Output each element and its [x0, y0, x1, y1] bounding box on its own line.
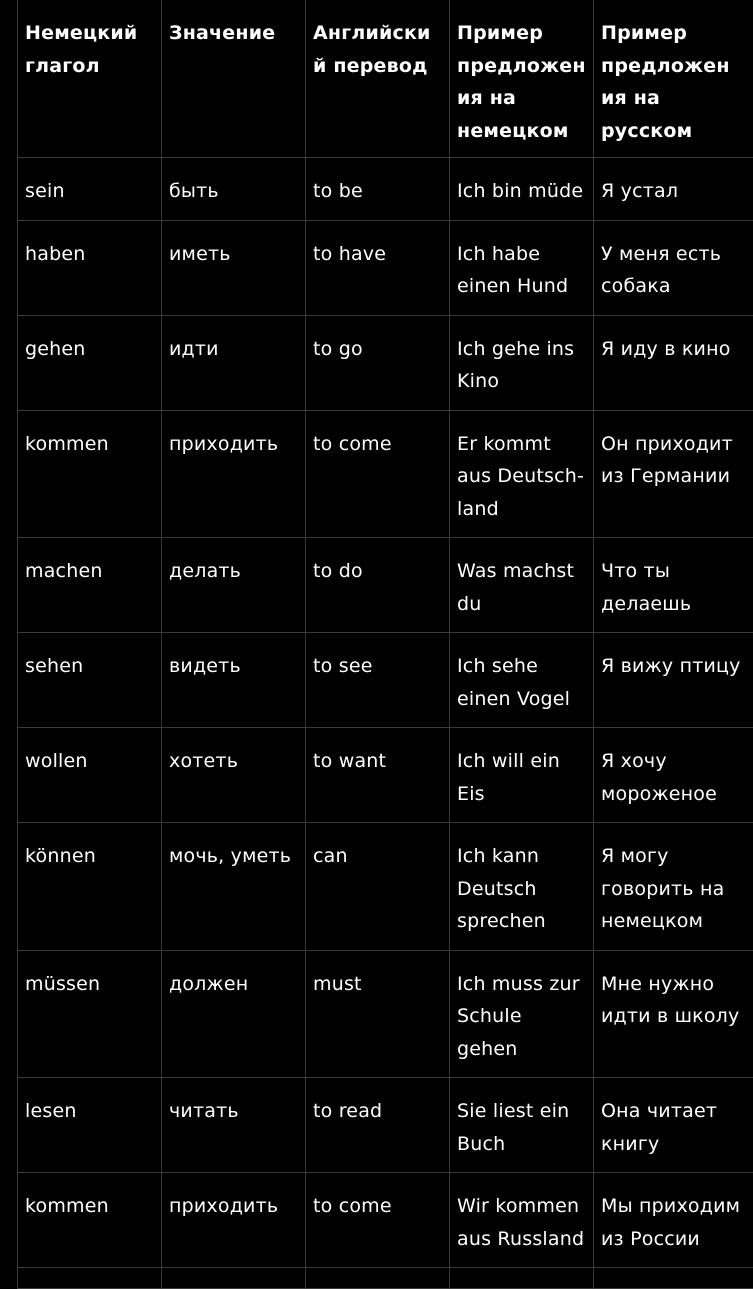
verbs-table-container	[17, 0, 752, 1289]
empty-cell	[450, 1268, 594, 1289]
cell-german-verb: lesen	[18, 1078, 162, 1173]
empty-cell	[306, 1268, 450, 1289]
cell-russian-example: Что ты делаешь	[594, 538, 753, 633]
cell-english: to read	[306, 1078, 450, 1173]
cell-german-verb: kommen	[18, 1173, 162, 1268]
cell-german-verb: sein	[18, 158, 162, 221]
cell-german-example: Ich gehe ins Kino	[450, 315, 594, 410]
table-row	[18, 633, 753, 728]
cell-english: to come	[306, 410, 450, 538]
empty-cell	[18, 1268, 162, 1289]
cell-english: must	[306, 950, 450, 1078]
german-verbs-table	[17, 0, 753, 1289]
cell-meaning: приходить	[162, 1173, 306, 1268]
cell-meaning: видеть	[162, 633, 306, 728]
cell-russian-example: Он приходит из Германии	[594, 410, 753, 538]
table-row	[18, 538, 753, 633]
cell-russian-example: У меня есть собака	[594, 220, 753, 315]
cell-german-example: Ich muss zur Schule gehen	[450, 950, 594, 1078]
table-row	[18, 158, 753, 221]
table-row-partial	[18, 1268, 753, 1289]
cell-english: to go	[306, 315, 450, 410]
cell-english: to come	[306, 1173, 450, 1268]
cell-russian-example: Мне нужно идти в школу	[594, 950, 753, 1078]
table-row	[18, 315, 753, 410]
cell-english: to have	[306, 220, 450, 315]
cell-meaning: делать	[162, 538, 306, 633]
cell-meaning: иметь	[162, 220, 306, 315]
cell-german-example: Ich bin müde	[450, 158, 594, 221]
table-row	[18, 1078, 753, 1173]
cell-russian-example: Я устал	[594, 158, 753, 221]
cell-russian-example: Я иду в кино	[594, 315, 753, 410]
cell-meaning: быть	[162, 158, 306, 221]
table-row	[18, 220, 753, 315]
table-row	[18, 410, 753, 538]
cell-german-example: Ich habe einen Hund	[450, 220, 594, 315]
cell-german-verb: gehen	[18, 315, 162, 410]
cell-english: can	[306, 823, 450, 951]
cell-russian-example: Мы приходим из России	[594, 1173, 753, 1268]
cell-german-verb: wollen	[18, 728, 162, 823]
cell-english: to want	[306, 728, 450, 823]
header-english-translation: Английски й перевод	[306, 0, 450, 158]
cell-russian-example: Я могу говорить на немецком	[594, 823, 753, 951]
header-german-example: Пример предложен ия на немецком	[450, 0, 594, 158]
header-meaning: Значение	[162, 0, 306, 158]
cell-meaning: мочь, уметь	[162, 823, 306, 951]
cell-russian-example: Я вижу птицу	[594, 633, 753, 728]
cell-russian-example: Она читает книгу	[594, 1078, 753, 1173]
cell-meaning: идти	[162, 315, 306, 410]
empty-cell	[594, 1268, 753, 1289]
cell-english: to see	[306, 633, 450, 728]
cell-german-verb: haben	[18, 220, 162, 315]
cell-meaning: должен	[162, 950, 306, 1078]
header-russian-example: Пример предложен ия на русском	[594, 0, 753, 158]
header-german-verb: Немецкий глагол	[18, 0, 162, 158]
cell-german-example: Ich sehe einen Vogel	[450, 633, 594, 728]
empty-cell	[162, 1268, 306, 1289]
cell-german-verb: sehen	[18, 633, 162, 728]
cell-german-example: Wir kommen aus Russland	[450, 1173, 594, 1268]
table-row	[18, 950, 753, 1078]
table-row	[18, 823, 753, 951]
cell-german-example: Was machst du	[450, 538, 594, 633]
table-header-row	[18, 0, 753, 158]
cell-german-example: Ich will ein Eis	[450, 728, 594, 823]
table-row	[18, 1173, 753, 1268]
cell-russian-example: Я хочу мороженое	[594, 728, 753, 823]
cell-german-verb: kommen	[18, 410, 162, 538]
cell-german-verb: machen	[18, 538, 162, 633]
cell-german-example: Sie liest ein Buch	[450, 1078, 594, 1173]
cell-german-example: Ich kann Deutsch sprechen	[450, 823, 594, 951]
cell-german-verb: können	[18, 823, 162, 951]
cell-german-verb: müssen	[18, 950, 162, 1078]
cell-english: to be	[306, 158, 450, 221]
cell-english: to do	[306, 538, 450, 633]
table-row	[18, 728, 753, 823]
cell-german-example: Er kommt aus Deutsch-land	[450, 410, 594, 538]
cell-meaning: приходить	[162, 410, 306, 538]
cell-meaning: хотеть	[162, 728, 306, 823]
cell-meaning: читать	[162, 1078, 306, 1173]
